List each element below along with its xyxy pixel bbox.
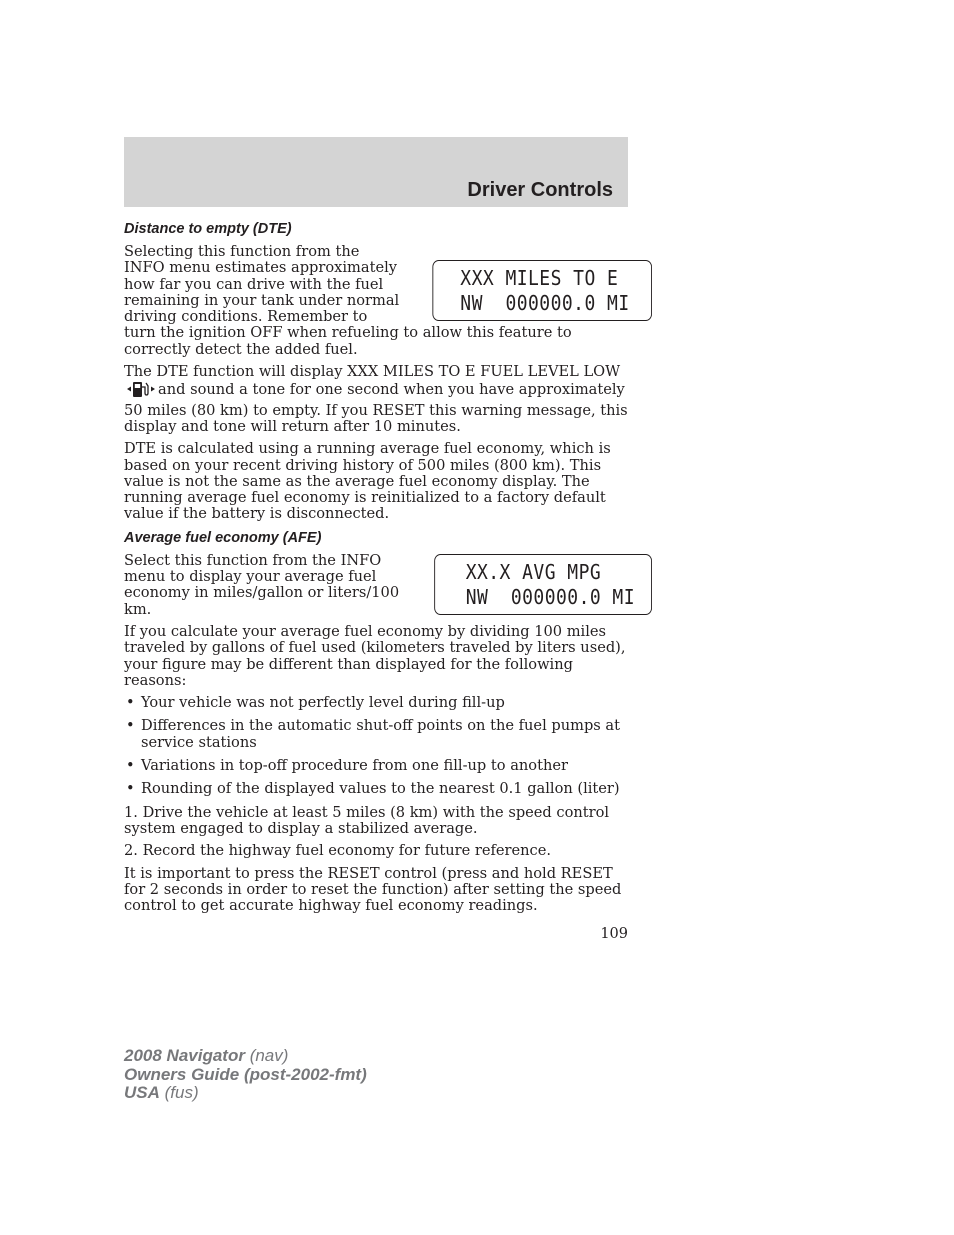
page-number: 109 <box>600 926 628 942</box>
afe-section <box>124 529 636 915</box>
dte-heading: Distance to empty (DTE) <box>124 221 292 237</box>
afe-step-2: 2. Record the highway fuel economy for future reference. <box>124 842 552 860</box>
afe-paragraph-2: If you calculate your average fuel economy by dividing 100 miles traveled by gallons of fuel used (kilometers traveled by liters used), your figure may be different than displayed for the following reasons: <box>124 622 626 689</box>
footer-market: USA <box>124 1083 160 1102</box>
dte-paragraph-2-start: The DTE function will display XXX MILES TO E FUEL LEVEL LOW <box>124 363 621 381</box>
page-content <box>124 220 636 920</box>
section-header-band <box>124 137 628 207</box>
afe-paragraph-1: Select this function from the INFO menu to display your average fuel economy in miles/gallon or liters/100 km. <box>124 551 400 618</box>
afe-paragraph-3: It is important to press the RESET control (press and hold RESET for 2 seconds in order to reset the function) after setting the speed control to get accurate highway fuel economy readings. <box>124 864 622 915</box>
list-item: • Variations in top-off procedure from one fill-up to another <box>124 758 628 774</box>
footer-line-2 <box>124 1066 367 1085</box>
dte-paragraph-1: Selecting this function from the INFO menu estimates approximately how far you can drive with the fuel remaining in your tank under normal driving conditions. Remember to turn the ignition OFF when refueling to allow this feature to correctly detect the added fuel. <box>124 243 572 358</box>
dte-paragraph-2 <box>124 364 628 435</box>
footer-guide: Owners Guide (post-2002-fmt) <box>124 1064 367 1084</box>
section-title: Driver Controls <box>467 179 613 201</box>
afe-heading: Average fuel economy (AFE) <box>124 529 322 546</box>
dte-paragraph-3: DTE is calculated using a running average fuel economy, which is based on your recent driving history of 500 miles (800 km). This value is not the same as the average fuel economy display. The running average fuel economy is reinitialized to a factory default value if the battery is disconnected. <box>124 440 611 523</box>
dte-display-illustration <box>432 260 652 321</box>
dte-display-line1: XXX MILES TO E <box>460 266 619 290</box>
afe-display-illustration <box>434 554 652 615</box>
dte-paragraph-2-end: and sound a tone for one second when you have approximately 50 miles (80 km) to empty. If you RESET this warning message, this display and tone will return after 10 minutes. <box>124 381 628 435</box>
footer-market-code: (fus) <box>164 1083 199 1102</box>
list-item: • Rounding of the displayed values to the nearest 0.1 gallon (liter) <box>124 781 628 797</box>
footer-line-1 <box>124 1047 367 1066</box>
afe-display-line1: XX.X AVG MPG <box>465 559 602 584</box>
dte-display-line2: NW 000000.0 MI <box>460 291 630 315</box>
fuel-pump-icon <box>127 380 155 402</box>
list-item: • Your vehicle was not perfectly level during fill-up <box>124 695 628 711</box>
dte-section <box>124 220 628 523</box>
footer-model: 2008 Navigator <box>124 1046 245 1065</box>
afe-step-1: 1. Drive the vehicle at least 5 miles (8 km) with the speed control system engaged to display a stabilized average. <box>124 803 610 837</box>
footer-line-3 <box>124 1084 367 1103</box>
afe-reasons-list <box>124 695 628 797</box>
document-footer <box>124 1047 367 1103</box>
afe-display-line2: NW 000000.0 MI <box>465 584 636 609</box>
list-item: • Differences in the automatic shut-off points on the fuel pumps at service stations <box>124 718 628 751</box>
footer-model-code: (nav) <box>249 1046 289 1065</box>
